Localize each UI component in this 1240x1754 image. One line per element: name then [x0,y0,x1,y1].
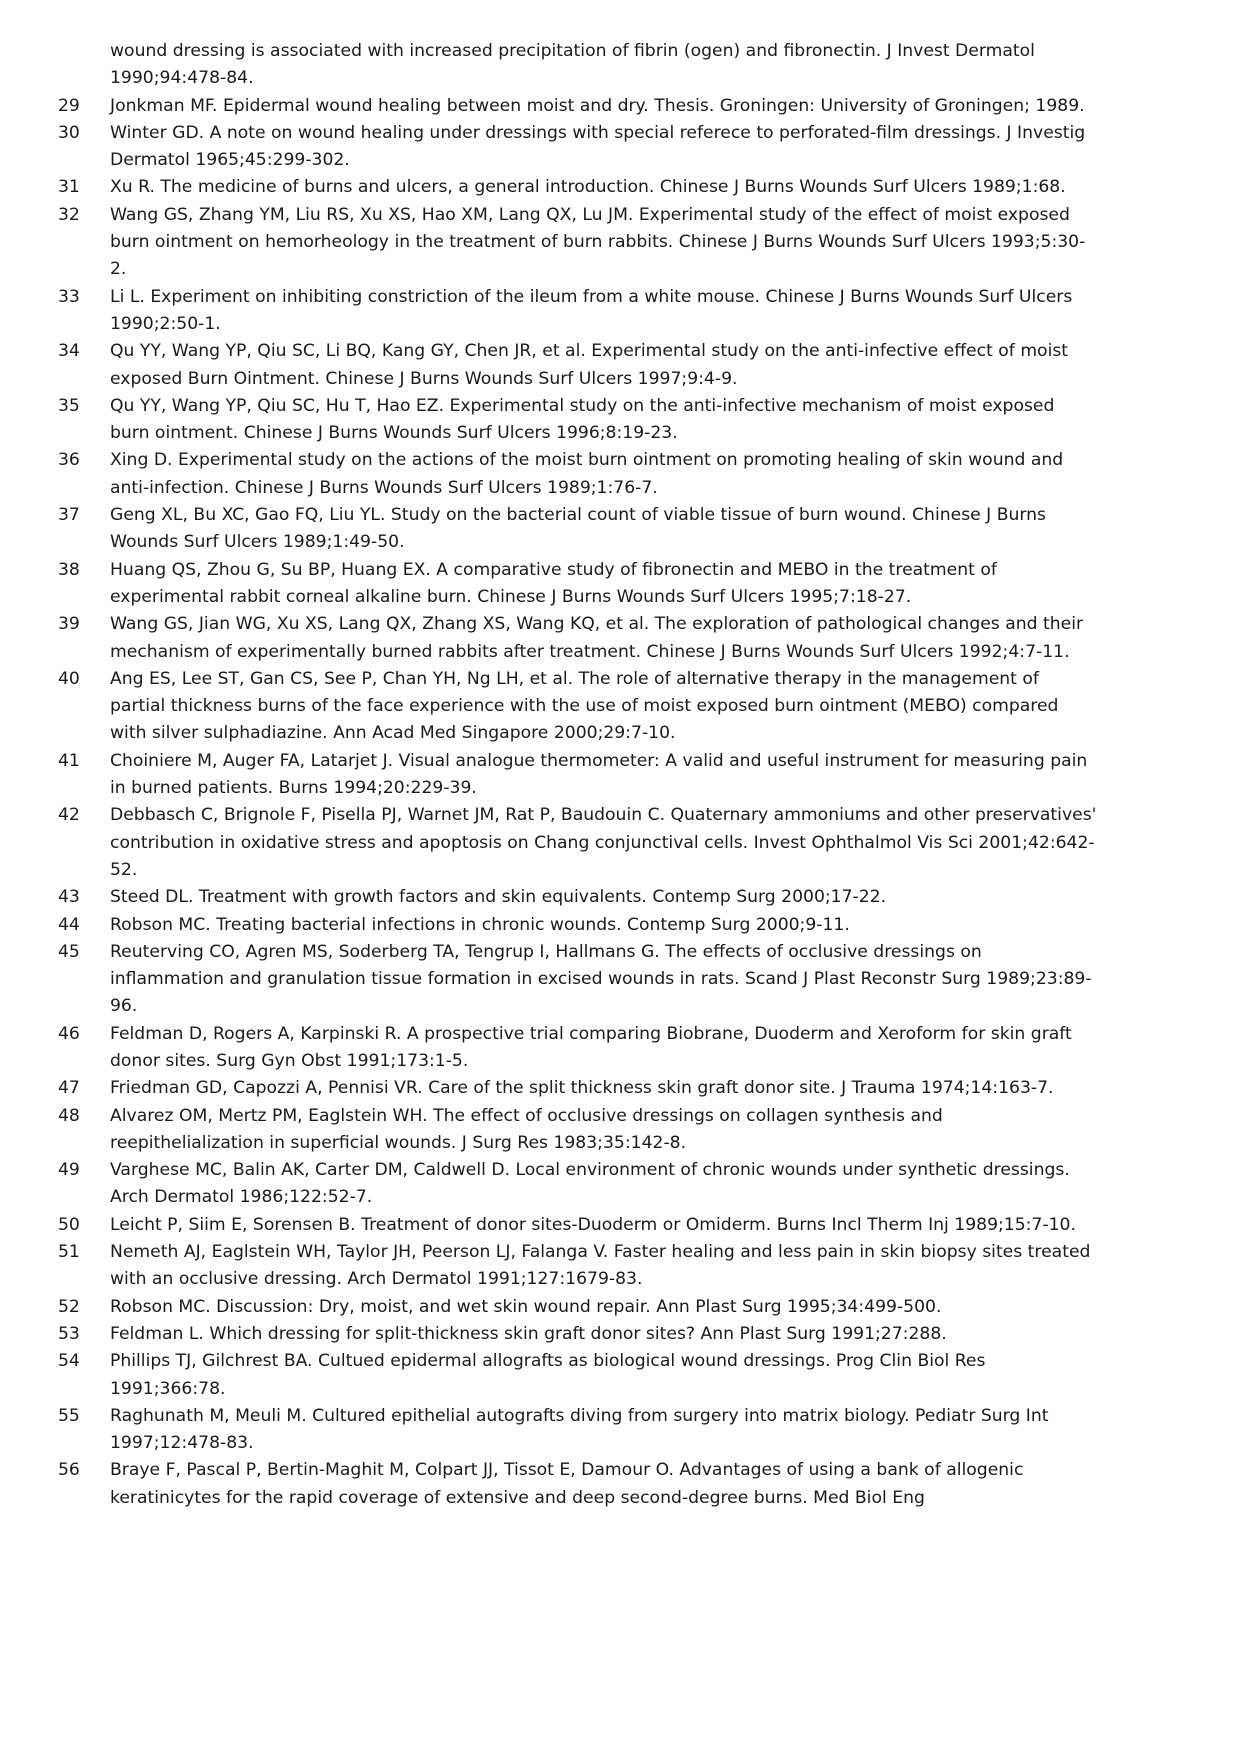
reference-text: Jonkman MF. Epidermal wound healing between moist and dry. Thesis. Groningen: University of Groningen; 1989. [110,95,1085,116]
reference-number: 34 [58,341,80,362]
reference-item [58,1294,1098,1321]
reference-text: Winter GD. A note on wound healing under dressings with special referece to perforated-film dressings. J Investig Dermatol 1965;45:299-302. [110,122,1086,171]
reference-text: Reuterving CO, Agren MS, Soderberg TA, Tengrup I, Hallmans G. The effects of occlusive dressings on inflammation and granulation tissue formation in excised wounds in rats. Scand J Plast Reconstr Surg 1989;23:89-96. [110,941,1092,1017]
reference-item [58,1239,1098,1294]
reference-number: 41 [58,750,80,771]
reference-item [58,1457,1098,1512]
reference-number: 37 [58,505,80,526]
reference-number: 47 [58,1078,80,1099]
reference-text: Raghunath M, Meuli M. Cultured epithelial autografts diving from surgery into matrix biology. Pediatr Surg Int 1997;12:478-83. [110,1405,1049,1454]
reference-text: Feldman D, Rogers A, Karpinski R. A prospective trial comparing Biobrane, Duoderm and Xeroform for skin graft donor sites. Surg Gyn Obst 1991;173:1-5. [110,1023,1072,1071]
reference-text: wound dressing is associated with increased precipitation of fibrin (ogen) and fibronectin. J Invest Dermatol 1990;94:478-84. [110,41,1035,89]
reference-text: Varghese MC, Balin AK, Carter DM, Caldwell D. Local environment of chronic wounds under synthetic dressings. Arch Dermatol 1986;122:52-7. [110,1160,1070,1208]
reference-text: Phillips TJ, Gilchrest BA. Cultued epidermal allografts as biological wound dressings. Prog Clin Biol Res 1991;366:78. [110,1351,986,1399]
reference-item [58,1157,1098,1212]
reference-text: Robson MC. Treating bacterial infections in chronic wounds. Contemp Surg 2000;9-11. [110,914,850,935]
reference-text: Feldman L. Which dressing for split-thickness skin graft donor sites? Ann Plast Surg 1991;27:288. [110,1323,947,1344]
reference-text: Debbasch C, Brignole F, Pisella PJ, Warnet JM, Rat P, Baudouin C. Quaternary ammoniums and other preservatives' contribution in oxidative stress and apoptosis on Chang conjunctival cells. Invest Ophthalmol Vis Sci 2001;42:642-52. [110,805,1097,880]
reference-text: Xu R. The medicine of burns and ulcers, a general introduction. Chinese J Burns Wounds Surf Ulcers 1989;1:68. [110,177,1066,198]
reference-number: 45 [58,941,80,962]
reference-number: 42 [58,805,80,826]
reference-item [58,393,1098,448]
reference-number: 35 [58,395,80,416]
reference-number: 55 [58,1405,80,1426]
reference-text: Geng XL, Bu XC, Gao FQ, Liu YL. Study on the bacterial count of viable tissue of burn wound. Chinese J Burns Wounds Surf Ulcers 1989;1:49-50. [110,505,1047,553]
reference-number: 46 [58,1023,80,1044]
reference-number: 30 [58,122,80,143]
reference-text: Alvarez OM, Mertz PM, Eaglstein WH. The effect of occlusive dressings on collagen synthesis and reepithelialization in superficial wounds. J Surg Res 1983;35:142-8. [110,1105,943,1153]
reference-number: 50 [58,1214,80,1235]
reference-number: 38 [58,559,80,580]
reference-number: 52 [58,1296,80,1317]
reference-item [58,284,1098,339]
reference-number: 48 [58,1105,80,1126]
reference-item [58,666,1098,748]
reference-item [58,1348,1098,1403]
reference-text: Leicht P, Siim E, Sorensen B. Treatment of donor sites-Duoderm or Omiderm. Burns Incl Therm Inj 1989;15:7-10. [110,1214,1076,1235]
reference-text: Steed DL. Treatment with growth factors and skin equivalents. Contemp Surg 2000;17-22. [110,887,887,908]
reference-number: 49 [58,1160,80,1181]
reference-number: 44 [58,914,80,935]
reference-item [58,447,1098,502]
reference-item [58,502,1098,557]
reference-item [58,202,1098,284]
reference-text: Qu YY, Wang YP, Qiu SC, Li BQ, Kang GY, Chen JR, et al. Experimental study on the anti-infective effect of moist exposed Burn Ointment. Chinese J Burns Wounds Surf Ulcers 1997;9:4-9. [110,341,1069,389]
reference-item [58,120,1098,175]
reference-text: Friedman GD, Capozzi A, Pennisi VR. Care of the split thickness skin graft donor site. J Trauma 1974;14:163-7. [110,1078,1054,1099]
reference-text: Robson MC. Discussion: Dry, moist, and wet skin wound repair. Ann Plast Surg 1995;34:499-500. [110,1296,942,1317]
reference-list [58,38,1098,1512]
reference-item [58,557,1098,612]
reference-item [58,1075,1098,1102]
reference-item [58,748,1098,803]
reference-item [58,38,1098,93]
reference-item [58,912,1098,939]
reference-text: Wang GS, Jian WG, Xu XS, Lang QX, Zhang XS, Wang KQ, et al. The exploration of pathological changes and their mechanism of experimentally burned rabbits after treatment. Chinese J Burns Wounds Surf Ulcers 1992;4:7-11. [110,614,1084,662]
reference-number [58,38,110,93]
reference-text: Braye F, Pascal P, Bertin-Maghit M, Colpart JJ, Tissot E, Damour O. Advantages of using a bank of allogenic keratinicytes for the rapid coverage of extensive and deep second-degree burns. Med Biol Eng [110,1460,1024,1508]
reference-text: Ang ES, Lee ST, Gan CS, See P, Chan YH, Ng LH, et al. The role of alternative therapy in the management of partial thickness burns of the face experience with the use of moist exposed burn ointment (MEBO) compared with silver sulphadiazine. Ann Acad Med Singapore 2000;29:7-10. [110,668,1059,744]
reference-text: Choiniere M, Auger FA, Latarjet J. Visual analogue thermometer: A valid and useful instrument for measuring pain in burned patients. Burns 1994;20:229-39. [110,750,1088,799]
reference-text: Li L. Experiment on inhibiting constriction of the ileum from a white mouse. Chinese J Burns Wounds Surf Ulcers 1990;2:50-1. [110,286,1073,334]
reference-item [58,611,1098,666]
reference-number: 36 [58,450,80,471]
reference-item [58,802,1098,884]
reference-number: 51 [58,1242,80,1263]
reference-number: 40 [58,668,80,689]
reference-number: 33 [58,286,80,307]
reference-text: Qu YY, Wang YP, Qiu SC, Hu T, Hao EZ. Experimental study on the anti-infective mechanism of moist exposed burn ointment. Chinese J Burns Wounds Surf Ulcers 1996;8:19-23. [110,395,1055,444]
reference-item [58,93,1098,120]
reference-number: 39 [58,614,80,635]
reference-item [58,174,1098,201]
reference-number: 43 [58,887,80,908]
reference-number: 32 [58,204,80,225]
reference-number: 56 [58,1460,80,1481]
reference-item [58,1212,1098,1239]
reference-number: 53 [58,1323,80,1344]
reference-text: Nemeth AJ, Eaglstein WH, Taylor JH, Peerson LJ, Falanga V. Faster healing and less pain in skin biopsy sites treated with an occlusive dressing. Arch Dermatol 1991;127:1679-83. [110,1242,1091,1290]
reference-text: Xing D. Experimental study on the actions of the moist burn ointment on promoting healing of skin wound and anti-infection. Chinese J Burns Wounds Surf Ulcers 1989;1:76-7. [110,450,1064,498]
reference-number: 31 [58,177,80,198]
reference-item [58,1021,1098,1076]
reference-text: Wang GS, Zhang YM, Liu RS, Xu XS, Hao XM, Lang QX, Lu JM. Experimental study of the effect of moist exposed burn ointment on hemorheology in the treatment of burn rabbits. Chinese J Burns Wounds Surf Ulcers 1993;5:30-2. [110,204,1086,280]
reference-item [58,1103,1098,1158]
reference-number: 29 [58,95,80,116]
reference-item [58,884,1098,911]
reference-item [58,939,1098,1021]
reference-text: Huang QS, Zhou G, Su BP, Huang EX. A comparative study of fibronectin and MEBO in the treatment of experimental rabbit corneal alkaline burn. Chinese J Burns Wounds Surf Ulcers 1995;7:18-27. [110,559,997,607]
reference-number: 54 [58,1351,80,1372]
reference-item [58,1403,1098,1458]
reference-item [58,1321,1098,1348]
reference-item [58,338,1098,393]
